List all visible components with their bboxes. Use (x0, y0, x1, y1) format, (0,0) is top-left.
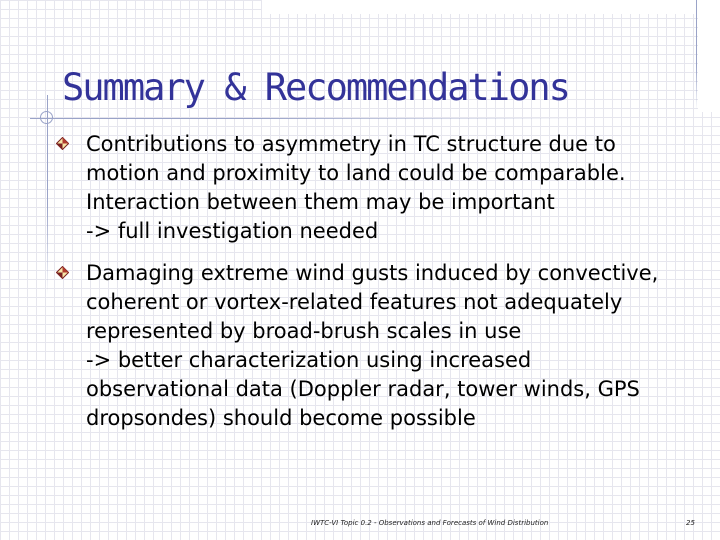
page-number: 25 (686, 519, 695, 527)
right-decor-band (698, 0, 720, 112)
right-decor-line (696, 0, 697, 110)
left-decor-line (47, 95, 48, 295)
slide-title: Summary & Recommendations (62, 66, 569, 109)
title-underline (30, 118, 590, 119)
decor-ring (40, 111, 53, 124)
top-decor-band (262, 0, 720, 14)
bullet-text: Contributions to asymmetry in TC structure due to motion and proximity to land could be comparable. Interaction between them may be important -> full investigation needed (86, 132, 626, 243)
diamond-bullet-icon (56, 137, 69, 150)
footer-caption: IWTC-VI Topic 0.2 - Observations and Forecasts of Wind Distribution (311, 519, 549, 527)
bullet-text: Damaging extreme wind gusts induced by convective, coherent or vortex-related features not adequately represented by broad-brush scales in use -> better characterization using increased observational data (Doppler radar, tower winds, GPS dropsondes) should become possible (86, 261, 659, 430)
diamond-bullet-icon (56, 266, 69, 279)
